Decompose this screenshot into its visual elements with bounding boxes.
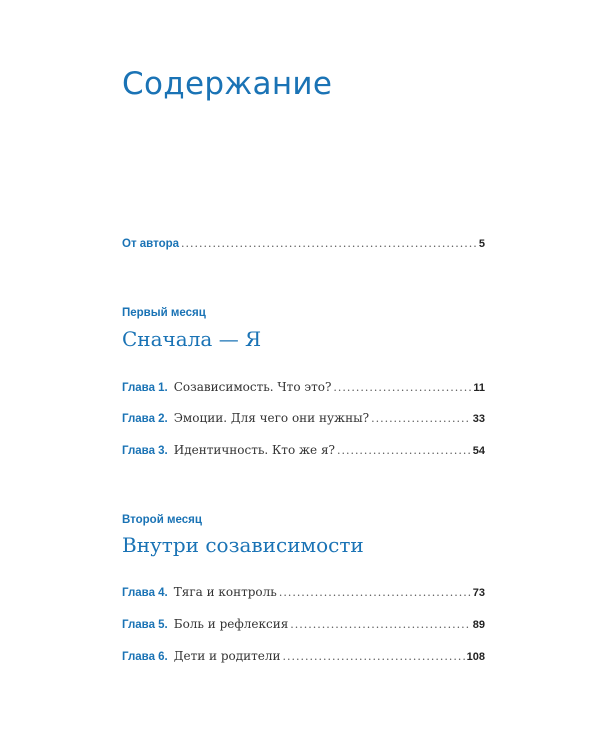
chapter-label: Глава 2.: [122, 413, 168, 425]
page-number: 11: [473, 382, 485, 394]
page-number: 5: [478, 238, 485, 250]
toc-entry-chapter-5[interactable]: [122, 617, 485, 635]
toc-entry-chapter-2[interactable]: [122, 411, 485, 429]
dot-leader: [337, 444, 471, 457]
toc-entry-chapter-1[interactable]: [122, 380, 485, 398]
dot-leader: [333, 381, 471, 394]
dot-leader: [371, 412, 471, 425]
page-number: 54: [472, 445, 485, 457]
chapter-title: Эмоции. Для чего они нужны?: [173, 411, 370, 425]
section-title: Сначала — Я: [122, 327, 262, 351]
chapter-label: Глава 3.: [122, 445, 168, 457]
dot-leader: [279, 586, 471, 599]
toc-page: [122, 0, 486, 750]
chapter-title: Тяга и контроль: [173, 585, 277, 599]
dot-leader: [181, 237, 477, 250]
chapter-label: Глава 1.: [122, 382, 168, 394]
page-number: 89: [472, 619, 485, 631]
entry-label: От автора: [122, 238, 180, 250]
page-number: 73: [472, 587, 485, 599]
page-number: 33: [472, 413, 485, 425]
toc-entry-chapter-6[interactable]: [122, 649, 485, 667]
chapter-label: Глава 6.: [122, 651, 168, 663]
page-title: Содержание: [122, 66, 333, 102]
chapter-label: Глава 4.: [122, 587, 168, 599]
chapter-title: Боль и рефлексия: [173, 617, 289, 631]
chapter-title: Дети и родители: [173, 649, 281, 663]
chapter-title: Идентичность. Кто же я?: [173, 443, 335, 457]
toc-entry-intro[interactable]: [122, 237, 485, 255]
chapter-label: Глава 5.: [122, 619, 168, 631]
dot-leader: [283, 650, 465, 663]
section-title: Внутри созависимости: [122, 533, 364, 557]
page-number: 108: [466, 651, 485, 663]
section-month-label: Второй месяц: [122, 514, 202, 526]
dot-leader: [290, 618, 470, 631]
section-month-label: Первый месяц: [122, 307, 206, 319]
chapter-title: Созависимость. Что это?: [173, 380, 332, 394]
toc-entry-chapter-3[interactable]: [122, 443, 485, 461]
toc-entry-chapter-4[interactable]: [122, 585, 485, 603]
